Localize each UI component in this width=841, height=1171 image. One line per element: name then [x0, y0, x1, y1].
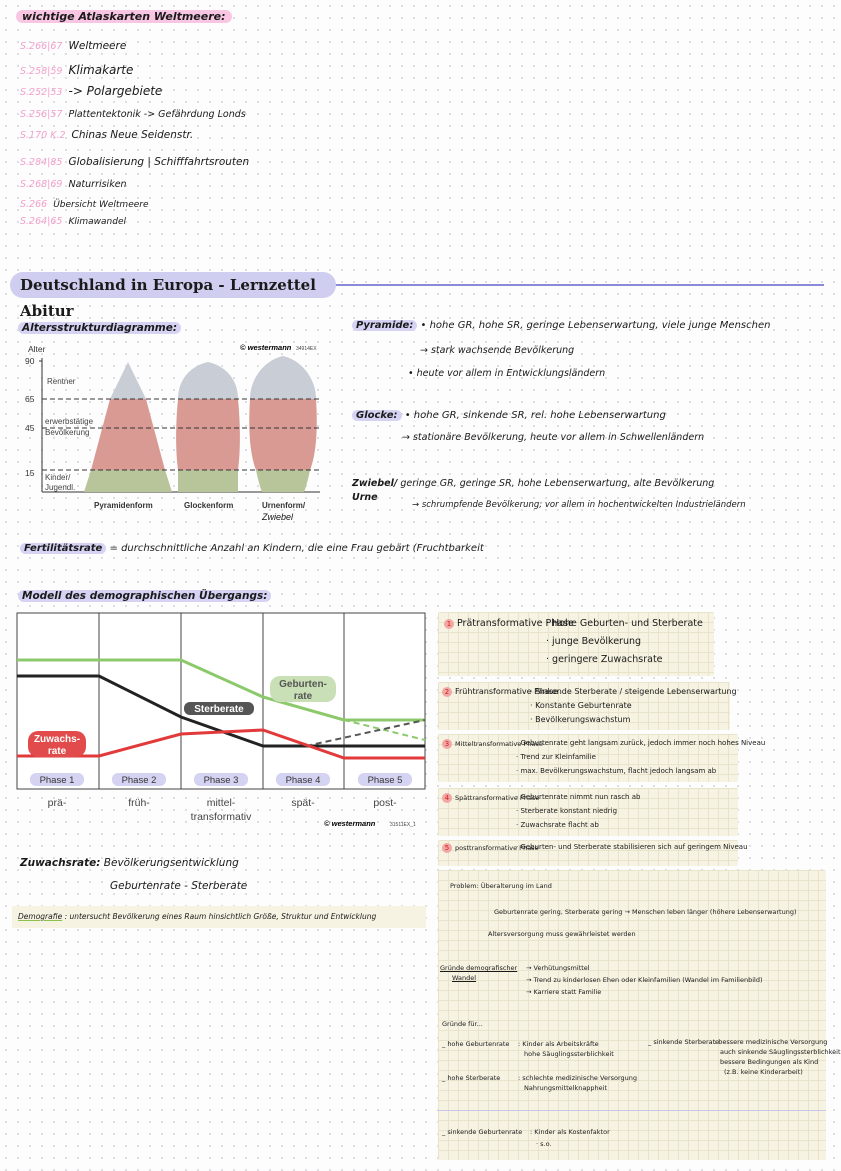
phase-label: Phase 2: [121, 775, 157, 786]
label-jugendl: Jugendl.: [45, 483, 76, 492]
zwiebel-row: → schrumpfende Bevölkerung; vor allem in hochentwickelten Industrieländern: [412, 500, 746, 510]
label-rentner: Rentner: [47, 377, 76, 386]
note-line: · Geburtenrate geht langsam zurück, jedoch immer noch hohes Niveau: [516, 739, 766, 747]
phase-number-4: 4: [442, 793, 452, 803]
note-phase-2: [438, 682, 737, 730]
note-line: : bessere medizinische Versorgung: [714, 1038, 828, 1046]
model-heading: Modell des demographischen Übergangs:: [18, 590, 271, 602]
age-tick: 15: [25, 468, 35, 478]
note-line: · Geburten- und Sterberate stabilisieren sich auf geringem Niveau: [516, 843, 748, 851]
note-line: (z.B. keine Kinderarbeit): [724, 1068, 803, 1076]
note-line: → Trend zu kinderlosen Ehen oder Kleinfamilien (Wandel im Familienbild): [526, 976, 763, 984]
note-line: Gründe demografischer: [440, 964, 518, 972]
form-label: Glockenform: [184, 501, 234, 510]
phase-number-1: 1: [444, 619, 454, 629]
bell-shape-old: [178, 362, 238, 399]
note-phase-4: [438, 788, 738, 836]
note-line: · Trend zur Kleinfamilie: [516, 753, 596, 761]
urn-shape-old: [250, 356, 316, 399]
title-divider: [336, 284, 824, 286]
urn-shape-young: [256, 470, 310, 492]
note-line: · Hohe Geburten- und Sterberate: [546, 618, 703, 629]
age-tick: 65: [25, 394, 35, 404]
pyramids-heading: Altersstrukturdiagramme:: [18, 322, 181, 334]
stage-label: mittel-: [206, 797, 236, 809]
phase-number-3: 3: [442, 739, 452, 749]
label-erwerbstaetige: erwerbstätige: [45, 417, 94, 426]
note-line: Altersversorgung muss gewährleistet werden: [488, 930, 636, 938]
list-item: S.268|69 Naturrisiken: [20, 179, 127, 190]
note-phase-3: [438, 734, 766, 782]
note-line: · junge Bevölkerung: [546, 636, 642, 647]
note-line: bessere Bedingungen als Kind: [720, 1058, 819, 1066]
atlas-heading: wichtige Atlaskarten Weltmeere:: [16, 10, 232, 23]
pyramide-row: → stark wachsende Bevölkerung: [420, 345, 575, 356]
note-line: _ hohe Geburtenrate: [442, 1040, 510, 1048]
pyramid-copyright: © westermann: [240, 343, 292, 352]
note-line: Geburtenrate gering, Sterberate gering → Menschen leben länger (höhere Lebenserwartung): [494, 908, 797, 916]
list-item: S.266|67 Weltmeere: [20, 40, 127, 52]
growth-definition: Zuwachsrate: Bevölkerungsentwicklung: [20, 857, 239, 869]
note-line: auch sinkende Säuglingssterblichkeit: [720, 1048, 841, 1056]
stage-label: post-: [373, 797, 397, 809]
demographic-transition-chart: [16, 612, 428, 832]
note-divider: [438, 1110, 826, 1111]
note-title: 1 Prätransformative Phase: [444, 618, 574, 629]
note-title: 2 Frühtransformative Phase: [442, 687, 558, 697]
stage-label: prä-: [47, 797, 67, 809]
form-label: Pyramidenform: [94, 501, 153, 510]
growth-rate-label: Zuwachs-: [33, 734, 81, 745]
note-line: _ hohe Sterberate: [442, 1074, 501, 1082]
phase-label: Phase 4: [285, 775, 321, 786]
list-item: S.284|85 Globalisierung | Schifffahrtsrouten: [20, 156, 250, 168]
note-line: Problem: Überalterung im Land: [450, 882, 552, 890]
stage-label: spät-: [291, 797, 315, 809]
age-tick: 45: [25, 423, 35, 433]
note-line: → Karriere statt Familie: [526, 988, 602, 996]
birth-rate-label: rate: [293, 691, 313, 702]
glocke-row: → stationäre Bevölkerung, heute vor allem in Schwellenländern: [402, 432, 705, 443]
bell-shape-working: [176, 399, 240, 470]
note-line: Nahrungsmittelknappheit: [524, 1084, 608, 1092]
note-line: Gründe für...: [442, 1020, 483, 1028]
note-line: → Verhütungsmittel: [526, 964, 590, 972]
pyramide-row: • heute vor allem in Entwicklungsländern: [408, 368, 606, 379]
label-bevoelkerung: Bevölkerung: [45, 428, 90, 437]
note-phase-5: [438, 840, 748, 866]
note-line: · geringere Zuwachsrate: [546, 654, 663, 665]
phase-label: Phase 3: [203, 775, 239, 786]
note-problems: [438, 870, 841, 1160]
death-rate-label: Sterberate: [194, 704, 244, 715]
form-label-zwiebel: Zwiebel: [262, 512, 294, 522]
phase-label: Phase 5: [367, 775, 403, 786]
age-tick: 90: [25, 356, 35, 366]
note-line: Wandel: [452, 974, 477, 982]
fertility-definition: Fertilitätsrate = durchschnittliche Anzahl an Kindern, die eine Frau gebärt (Fruchtbarkeit: [20, 543, 484, 554]
phase-number-2: 2: [442, 687, 452, 697]
list-item: S.266 Übersicht Weltmeere: [20, 199, 149, 210]
pyramid-code: 34914EX: [296, 346, 317, 352]
form-label: Urnenform/: [262, 501, 306, 510]
list-item: S.264|65 Klimawandel: [20, 216, 126, 227]
glocke-row: Glocke: • hohe GR, sinkende SR, rel. hohe Lebenserwartung: [352, 410, 666, 421]
stage-label: früh-: [128, 797, 150, 809]
chart-frame: [17, 613, 425, 789]
demography-text: Demografie : untersucht Bevölkerung eines Raum hinsichtlich Größe, Struktur und Entwicklung: [18, 912, 377, 921]
zwiebel-row: Zwiebel/ geringe GR, geringe SR, hohe Lebenserwartung, alte Bevölkerung: [352, 478, 715, 489]
note-line: · Bevölkerungswachstum: [530, 715, 631, 724]
note-title: 3 Mitteltransformative Phase: [442, 739, 543, 749]
pyramid-shape-working: [91, 399, 165, 470]
zwiebel-row: Urne: [352, 492, 378, 503]
label-kinder: Kinder/: [45, 473, 71, 482]
stage-label-transformativ: transformativ: [190, 811, 252, 823]
axis-title: Alter: [28, 344, 46, 354]
note-line: _ sinkende Sterberate: [648, 1038, 720, 1046]
birth-rate-label: Geburten-: [279, 679, 327, 690]
note-line: · Konstante Geburtenrate: [530, 701, 632, 710]
pyramide-row: Pyramide: • hohe GR, hohe SR, geringe Lebenserwartung, viele junge Menschen: [352, 320, 770, 331]
note-line: hohe Säuglingssterblichkeit: [524, 1050, 614, 1058]
phase-number-5: 5: [442, 843, 452, 853]
note-line: : schlechte medizinische Versorgung: [518, 1074, 638, 1082]
pyramid-shape-old: [110, 362, 146, 399]
model-code: 31511EX_1: [390, 822, 416, 828]
note-line: · Zuwachsrate flacht ab: [516, 821, 599, 829]
phase-label: Phase 1: [39, 775, 75, 786]
note-phase-1: [438, 612, 714, 676]
note-title: 5 posttransformative Phase: [442, 843, 539, 853]
note-line: · Sinkende Sterberate / steigende Lebenserwartung: [530, 687, 737, 696]
growth-rate-label: rate: [47, 746, 67, 757]
list-item: S.258|59 Klimakarte: [20, 63, 134, 77]
bell-shape-young: [178, 470, 238, 492]
note-line: · max. Bevölkerungswachstum, flacht jedoch langsam ab: [516, 767, 717, 775]
list-item: S.170 K.2 Chinas Neue Seidenstr.: [20, 129, 194, 141]
urn-shape-working: [249, 399, 317, 470]
note-line: · s.o.: [536, 1140, 552, 1148]
list-item: S.252|53 -> Polargebiete: [20, 84, 163, 98]
population-pyramid-chart: [20, 340, 325, 525]
note-line: · Geburtenrate nimmt nun rasch ab: [516, 793, 641, 801]
note-title: 4 Spättransformative Phase: [442, 793, 539, 803]
pyramid-shape-young: [84, 470, 172, 492]
list-item: S.256|57 Plattentektonik -> Gefährdung Londs: [20, 109, 246, 120]
note-line: : Kinder als Kostenfaktor: [530, 1128, 610, 1136]
page-title: Deutschland in Europa - Lernzettel Abitur: [10, 272, 336, 298]
note-line: : Kinder als Arbeitskräfte: [518, 1040, 599, 1048]
note-line: _ sinkende Geburtenrate: [442, 1128, 523, 1136]
model-copyright: © westermann: [324, 819, 376, 828]
note-line: · Sterberate konstant niedrig: [516, 807, 618, 815]
growth-formula: Geburtenrate - Sterberate: [110, 880, 248, 892]
